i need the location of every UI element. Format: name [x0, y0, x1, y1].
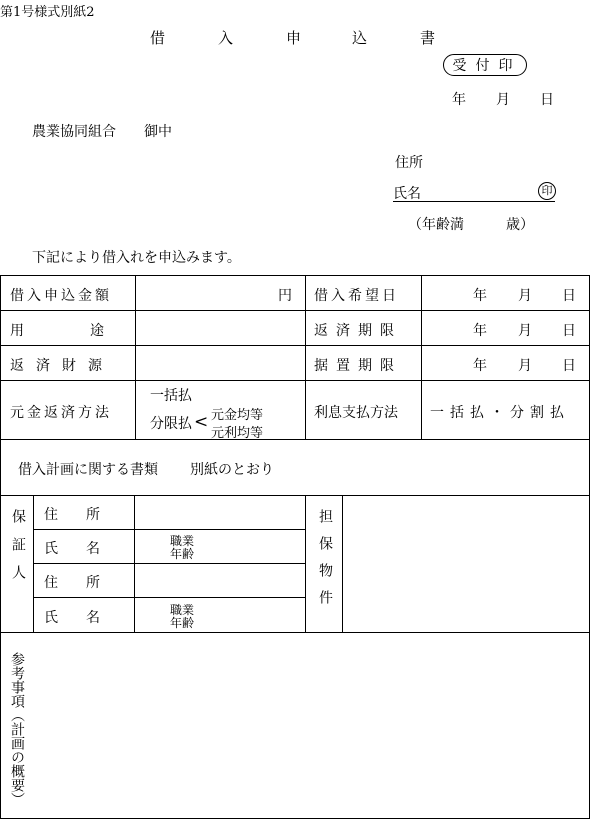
plan-docs-label: 借入計画に関する書類: [18, 462, 158, 478]
addressee: 農業協同組合 御中: [32, 124, 172, 140]
title-char: 書: [420, 29, 436, 47]
purpose-field[interactable]: [135, 310, 306, 346]
interest-payment-label: 利息支払方法: [314, 405, 398, 421]
intro-text: 下記により借入れを申込みます。: [32, 250, 241, 266]
applicant-address-label: 住所: [395, 155, 423, 171]
application-table: [0, 275, 590, 819]
guarantor2-name-field[interactable]: [134, 597, 306, 633]
lump-sum-option: 一括払: [150, 388, 192, 404]
guarantor1-address-field[interactable]: [134, 495, 306, 530]
title-char: 借: [150, 29, 166, 47]
title-char: 込: [352, 29, 368, 47]
year-label: 年: [452, 92, 466, 108]
year-label: 年: [473, 358, 487, 374]
age-label: 年齢: [170, 547, 195, 561]
repayment-deadline-label: 返済期限: [314, 323, 402, 339]
day-label: 日: [562, 358, 576, 374]
collateral-field[interactable]: [342, 495, 590, 633]
day-label: 日: [562, 288, 576, 304]
plan-docs-value: 別紙のとおり: [190, 462, 274, 478]
year-label: 年: [473, 323, 487, 339]
day-label: 日: [540, 92, 554, 108]
remarks-label: 参考事項（計画の概要）: [9, 652, 25, 806]
month-label: 月: [518, 358, 532, 374]
purpose-label: 用 途: [10, 323, 106, 339]
repayment-source-field[interactable]: [135, 345, 306, 381]
month-label: 月: [518, 323, 532, 339]
guarantor1-address-label: 住 所: [44, 507, 100, 523]
title-char: 申: [286, 29, 302, 47]
interest-method-value: 一括払・分割払: [430, 405, 570, 421]
reception-stamp-box: 受付印: [443, 54, 527, 76]
title-char: 入: [218, 29, 234, 47]
collateral-label: 担保物件: [317, 509, 333, 617]
year-label: 年: [473, 288, 487, 304]
applicant-name-label: 氏名: [393, 186, 421, 202]
installment-option: 分限払: [150, 416, 192, 432]
guarantor1-name-field[interactable]: [134, 529, 306, 564]
grace-period-label: 据置期限: [314, 358, 402, 374]
bracket-mark: <: [194, 412, 209, 432]
month-label: 月: [518, 288, 532, 304]
name-underline: [393, 201, 555, 202]
guarantor2-name-label: 氏 名: [44, 610, 100, 626]
day-label: 日: [562, 323, 576, 339]
yen-unit: 円: [278, 288, 292, 304]
equal-payment-option: 元利均等: [211, 426, 264, 441]
loan-amount-label: 借入申込金額: [10, 288, 112, 304]
month-label: 月: [496, 92, 510, 108]
form-id: 第1号様式別紙2: [0, 5, 95, 20]
desired-date-label: 借入希望日: [314, 288, 399, 304]
principal-repayment-label: 元金返済方法: [10, 405, 112, 421]
seal-mark: 印: [538, 182, 556, 200]
age-label: 年齢: [170, 616, 195, 630]
occupation-label: 職業: [170, 603, 195, 617]
guarantor1-name-label: 氏 名: [44, 541, 100, 557]
equal-principal-option: 元金均等: [211, 408, 264, 423]
applicant-age: （年齢満 歳）: [408, 217, 534, 233]
guarantor-label: 保証人: [10, 509, 26, 593]
occupation-label: 職業: [170, 534, 195, 548]
repayment-source-label: 返済財源: [10, 358, 114, 374]
remarks-field[interactable]: [0, 632, 590, 819]
guarantor2-address-label: 住 所: [44, 575, 100, 591]
guarantor2-address-field[interactable]: [134, 563, 306, 598]
